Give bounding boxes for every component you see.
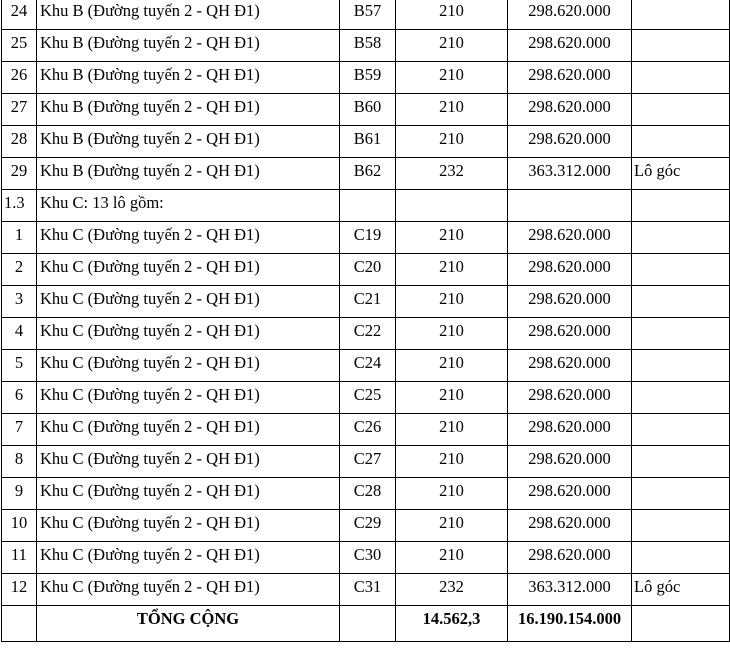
lot-price: 298.620.000 bbox=[508, 94, 632, 126]
lot-location: Khu C (Đường tuyến 2 - QH Đ1) bbox=[37, 542, 340, 574]
row-number: 25 bbox=[2, 30, 37, 62]
total-price: 16.190.154.000 bbox=[508, 606, 632, 642]
lot-note bbox=[632, 382, 730, 414]
lot-note bbox=[632, 350, 730, 382]
total-label: TỔNG CỘNG bbox=[37, 606, 340, 642]
lot-note bbox=[632, 30, 730, 62]
row-number: 3 bbox=[2, 286, 37, 318]
empty-cell bbox=[508, 190, 632, 222]
lot-code: C30 bbox=[340, 542, 396, 574]
lot-note: Lô góc bbox=[632, 574, 730, 606]
lot-area: 210 bbox=[396, 478, 508, 510]
lot-note bbox=[632, 478, 730, 510]
lot-price: 298.620.000 bbox=[508, 30, 632, 62]
lot-price: 363.312.000 bbox=[508, 574, 632, 606]
table-row bbox=[2, 30, 730, 62]
table-row bbox=[2, 478, 730, 510]
lot-location: Khu B (Đường tuyến 2 - QH Đ1) bbox=[37, 94, 340, 126]
lot-area: 210 bbox=[396, 510, 508, 542]
lot-location: Khu C (Đường tuyến 2 - QH Đ1) bbox=[37, 254, 340, 286]
lot-price: 298.620.000 bbox=[508, 254, 632, 286]
row-number: 28 bbox=[2, 126, 37, 158]
table-body bbox=[2, 0, 730, 642]
lot-code: C19 bbox=[340, 222, 396, 254]
lot-price: 363.312.000 bbox=[508, 158, 632, 190]
table-row bbox=[2, 318, 730, 350]
lot-area: 210 bbox=[396, 62, 508, 94]
table-row bbox=[2, 62, 730, 94]
lot-note bbox=[632, 94, 730, 126]
row-number: 5 bbox=[2, 350, 37, 382]
lot-area: 210 bbox=[396, 542, 508, 574]
lot-note bbox=[632, 222, 730, 254]
lot-price: 298.620.000 bbox=[508, 0, 632, 30]
lot-code: B57 bbox=[340, 0, 396, 30]
row-number: 8 bbox=[2, 446, 37, 478]
table-row bbox=[2, 446, 730, 478]
row-number: 4 bbox=[2, 318, 37, 350]
empty-cell bbox=[632, 190, 730, 222]
empty-cell bbox=[2, 606, 37, 642]
lot-location: Khu C (Đường tuyến 2 - QH Đ1) bbox=[37, 222, 340, 254]
lot-code: B58 bbox=[340, 30, 396, 62]
lot-code: B59 bbox=[340, 62, 396, 94]
lot-area: 210 bbox=[396, 222, 508, 254]
lot-price: 298.620.000 bbox=[508, 318, 632, 350]
lot-note bbox=[632, 62, 730, 94]
lot-price: 298.620.000 bbox=[508, 382, 632, 414]
table-row bbox=[2, 158, 730, 190]
lot-note bbox=[632, 286, 730, 318]
empty-cell bbox=[396, 190, 508, 222]
lot-location: Khu C (Đường tuyến 2 - QH Đ1) bbox=[37, 382, 340, 414]
lot-location: Khu B (Đường tuyến 2 - QH Đ1) bbox=[37, 158, 340, 190]
lot-price: 298.620.000 bbox=[508, 126, 632, 158]
lot-note bbox=[632, 0, 730, 30]
lot-location: Khu C (Đường tuyến 2 - QH Đ1) bbox=[37, 478, 340, 510]
row-number: 29 bbox=[2, 158, 37, 190]
lot-code: C31 bbox=[340, 574, 396, 606]
lot-note bbox=[632, 254, 730, 286]
section-row bbox=[2, 190, 730, 222]
lot-code: C20 bbox=[340, 254, 396, 286]
row-number: 2 bbox=[2, 254, 37, 286]
table-row bbox=[2, 510, 730, 542]
row-number: 27 bbox=[2, 94, 37, 126]
lot-price: 298.620.000 bbox=[508, 62, 632, 94]
table-row bbox=[2, 350, 730, 382]
lot-location: Khu C (Đường tuyến 2 - QH Đ1) bbox=[37, 446, 340, 478]
lot-code: C25 bbox=[340, 382, 396, 414]
lot-code: C21 bbox=[340, 286, 396, 318]
row-number: 10 bbox=[2, 510, 37, 542]
row-number: 26 bbox=[2, 62, 37, 94]
lot-price: 298.620.000 bbox=[508, 510, 632, 542]
table-row bbox=[2, 542, 730, 574]
lot-area: 210 bbox=[396, 254, 508, 286]
row-number: 12 bbox=[2, 574, 37, 606]
row-number: 6 bbox=[2, 382, 37, 414]
lot-area: 232 bbox=[396, 158, 508, 190]
section-number: 1.3 bbox=[2, 190, 37, 222]
lot-note bbox=[632, 510, 730, 542]
lot-code: C22 bbox=[340, 318, 396, 350]
lot-location: Khu C (Đường tuyến 2 - QH Đ1) bbox=[37, 286, 340, 318]
table-row bbox=[2, 574, 730, 606]
lot-price: 298.620.000 bbox=[508, 414, 632, 446]
table-row bbox=[2, 414, 730, 446]
lot-code: B61 bbox=[340, 126, 396, 158]
lot-note: Lô góc bbox=[632, 158, 730, 190]
lot-area: 210 bbox=[396, 94, 508, 126]
lot-code: C26 bbox=[340, 414, 396, 446]
lot-location: Khu B (Đường tuyến 2 - QH Đ1) bbox=[37, 30, 340, 62]
lot-area: 210 bbox=[396, 414, 508, 446]
lot-location: Khu C (Đường tuyến 2 - QH Đ1) bbox=[37, 318, 340, 350]
lot-price: 298.620.000 bbox=[508, 286, 632, 318]
lot-note bbox=[632, 414, 730, 446]
lot-code: C24 bbox=[340, 350, 396, 382]
total-row bbox=[2, 606, 730, 642]
lot-location: Khu B (Đường tuyến 2 - QH Đ1) bbox=[37, 0, 340, 30]
empty-cell bbox=[340, 606, 396, 642]
table-row bbox=[2, 222, 730, 254]
table-row bbox=[2, 126, 730, 158]
lot-area: 210 bbox=[396, 126, 508, 158]
lot-area: 210 bbox=[396, 30, 508, 62]
empty-cell bbox=[340, 190, 396, 222]
lot-location: Khu B (Đường tuyến 2 - QH Đ1) bbox=[37, 62, 340, 94]
lot-area: 232 bbox=[396, 574, 508, 606]
table-row bbox=[2, 0, 730, 30]
lot-price: 298.620.000 bbox=[508, 222, 632, 254]
empty-cell bbox=[632, 606, 730, 642]
lot-price: 298.620.000 bbox=[508, 542, 632, 574]
lot-note bbox=[632, 126, 730, 158]
section-title: Khu C: 13 lô gồm: bbox=[37, 190, 340, 222]
table-row bbox=[2, 94, 730, 126]
lot-price: 298.620.000 bbox=[508, 446, 632, 478]
row-number: 11 bbox=[2, 542, 37, 574]
lot-location: Khu C (Đường tuyến 2 - QH Đ1) bbox=[37, 510, 340, 542]
lot-location: Khu B (Đường tuyến 2 - QH Đ1) bbox=[37, 126, 340, 158]
document-page bbox=[1, 0, 730, 642]
lot-area: 210 bbox=[396, 350, 508, 382]
lot-note bbox=[632, 446, 730, 478]
table-row bbox=[2, 286, 730, 318]
total-area: 14.562,3 bbox=[396, 606, 508, 642]
lot-area: 210 bbox=[396, 0, 508, 30]
lot-location: Khu C (Đường tuyến 2 - QH Đ1) bbox=[37, 574, 340, 606]
lot-code: B60 bbox=[340, 94, 396, 126]
lot-area: 210 bbox=[396, 318, 508, 350]
lot-area: 210 bbox=[396, 286, 508, 318]
table-row bbox=[2, 382, 730, 414]
lot-note bbox=[632, 318, 730, 350]
lot-note bbox=[632, 542, 730, 574]
row-number: 24 bbox=[2, 0, 37, 30]
lot-price: 298.620.000 bbox=[508, 350, 632, 382]
row-number: 1 bbox=[2, 222, 37, 254]
lot-code: C29 bbox=[340, 510, 396, 542]
table-row bbox=[2, 254, 730, 286]
row-number: 7 bbox=[2, 414, 37, 446]
lot-location: Khu C (Đường tuyến 2 - QH Đ1) bbox=[37, 350, 340, 382]
lot-code: C28 bbox=[340, 478, 396, 510]
land-lot-table bbox=[1, 0, 730, 642]
row-number: 9 bbox=[2, 478, 37, 510]
lot-area: 210 bbox=[396, 446, 508, 478]
lot-location: Khu C (Đường tuyến 2 - QH Đ1) bbox=[37, 414, 340, 446]
lot-area: 210 bbox=[396, 382, 508, 414]
lot-code: C27 bbox=[340, 446, 396, 478]
lot-price: 298.620.000 bbox=[508, 478, 632, 510]
lot-code: B62 bbox=[340, 158, 396, 190]
